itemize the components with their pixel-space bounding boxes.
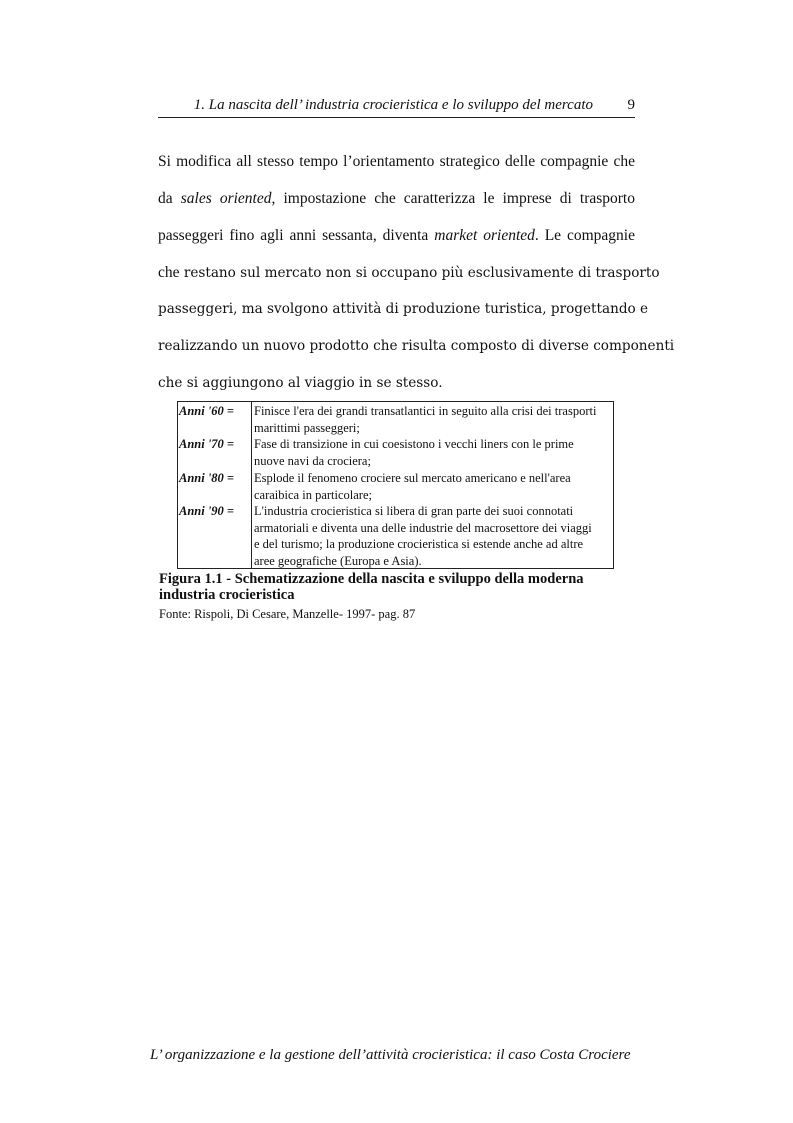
row-description: Esplode il fenomeno crociere sul mercato americano e nell'area caraibica in particolare; (254, 471, 571, 502)
row-label: Anni '70 = (179, 437, 235, 451)
paragraph-line: che si aggiungono al viaggio in se stesso. (158, 375, 443, 391)
row-label: Anni '90 = (179, 504, 235, 518)
paragraph-line: passeggeri fino agli anni sessanta, diventa market oriented. Le compagnie (158, 227, 635, 244)
body-paragraph (158, 143, 675, 402)
timeline-table (177, 401, 614, 569)
emphasis-sales-oriented: sales oriented, (180, 190, 276, 207)
row-description: Finisce l'era dei grandi transatlantici in seguito alla crisi dei trasporti marittimi passeggeri; (254, 404, 597, 435)
row-label: Anni '80 = (179, 471, 235, 485)
paragraph-line: passeggeri, ma svolgono attività di produzione turistica, progettando e (158, 301, 649, 317)
figure-caption: Figura 1.1 - Schematizzazione della nascita e sviluppo della moderna industria crocieristica (159, 571, 584, 603)
paragraph-line: realizzando un nuovo prodotto che risulta composto di diverse componenti (158, 338, 675, 354)
row-description: L'industria crocieristica si libera di gran parte dei suoi connotati armatoriali e diventa una delle industrie del macrosettore dei viaggi e del turismo; la produzione crocieristica si estende anche ad altre aree geografiche (Europa e Asia). (254, 504, 592, 568)
paragraph-line: Si modifica all stesso tempo l’orientamento strategico delle compagnie che (158, 153, 635, 170)
row-description: Fase di transizione in cui coesistono i vecchi liners con le prime nuove navi da crociera; (254, 437, 574, 468)
page-number: 9 (627, 97, 635, 113)
column-divider (251, 402, 252, 568)
running-header (158, 95, 635, 118)
emphasis-market-oriented: market oriented (434, 227, 535, 244)
running-footer: L’ organizzazione e la gestione dell’attività crocieristica: il caso Costa Crociere (150, 1047, 631, 1063)
row-label: Anni '60 = (179, 404, 235, 418)
paragraph-line: da sales oriented, impostazione che caratterizza le imprese di trasporto (158, 190, 635, 207)
figure-source: Fonte: Rispoli, Di Cesare, Manzelle- 1997- pag. 87 (159, 607, 416, 621)
paragraph-line: che restano sul mercato non si occupano più esclusivamente di trasporto (158, 264, 660, 281)
header-title: 1. La nascita dell’ industria crocieristica e lo sviluppo del mercato (193, 97, 593, 113)
